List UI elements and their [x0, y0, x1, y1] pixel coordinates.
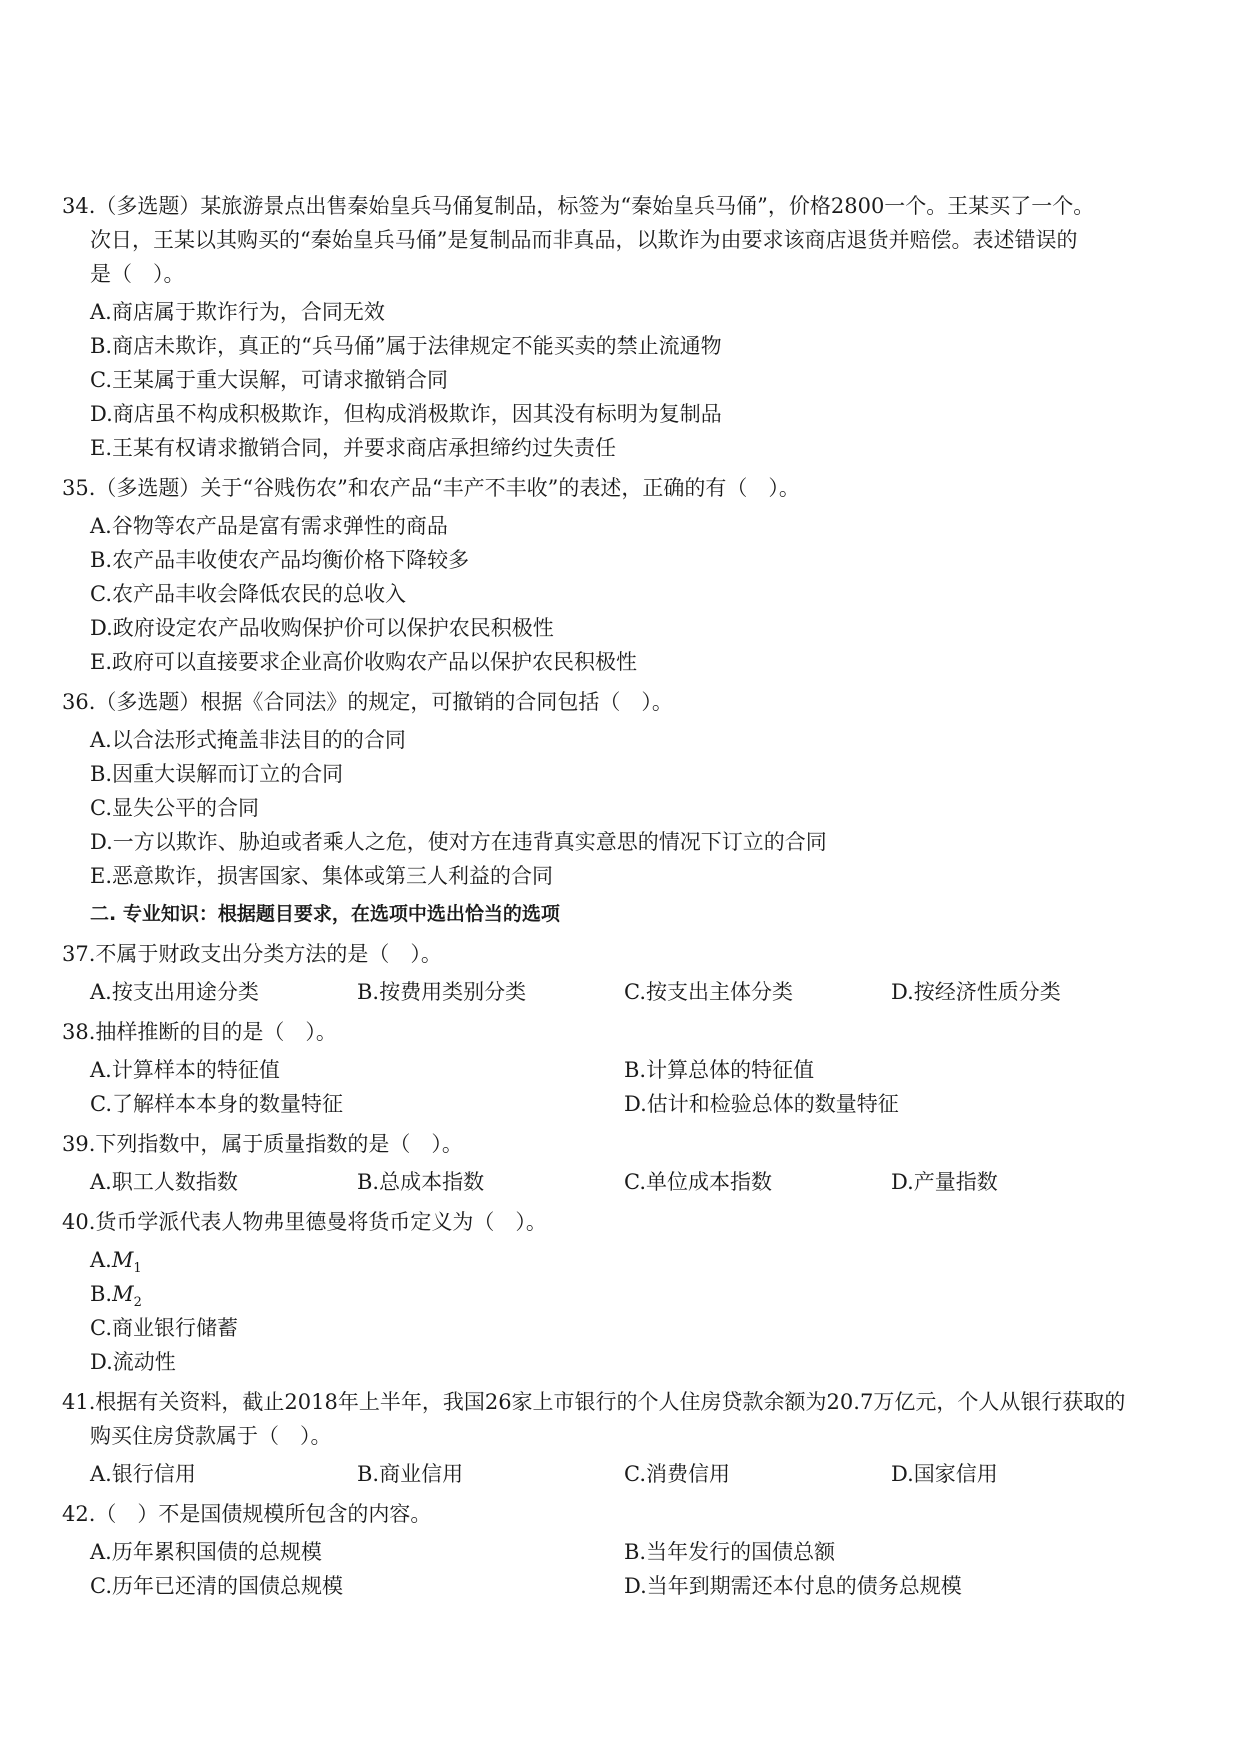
question-stem-line: 34.（多选题）某旅游景点出售秦始皇兵马俑复制品，标签为“秦始皇兵马俑”，价格2800一个。王某买了一个。 [62, 194, 1095, 218]
option-d: D.政府设定农产品收购保护价可以保护农民积极性 [90, 616, 554, 640]
question-41 [62, 1385, 1162, 1491]
option-b: B.因重大误解而订立的合同 [90, 762, 344, 786]
option-label: B. [90, 1282, 113, 1306]
math-symbol: M [112, 1282, 134, 1306]
option-a: A.历年累积国债的总规模 [90, 1540, 322, 1564]
question-stem-line: 41.根据有关资料，截止2018年上半年，我国26家上市银行的个人住房贷款余额为20.7万亿元，个人从银行获取的 [62, 1390, 1126, 1414]
option-label: A. [90, 1248, 112, 1272]
option-d: D.估计和检验总体的数量特征 [624, 1092, 899, 1116]
option-a: A.按支出用途分类 [90, 980, 259, 1004]
option-b: B.商业信用 [357, 1462, 464, 1486]
multi-choice-questions [62, 189, 1162, 893]
option-c: C.农产品丰收会降低农民的总收入 [90, 582, 406, 606]
option-a: A.商店属于欺诈行为，合同无效 [90, 300, 385, 324]
option-b: B.农产品丰收使农产品均衡价格下降较多 [90, 548, 470, 572]
option-b: B.商店未欺诈，真正的“兵马俑”属于法律规定不能买卖的禁止流通物 [90, 334, 722, 358]
option-c: C.单位成本指数 [624, 1170, 772, 1194]
question-stem: 37.不属于财政支出分类方法的是（ ）。 [62, 942, 442, 966]
option-b [62, 1277, 1162, 1311]
option-b: B.计算总体的特征值 [624, 1058, 815, 1082]
option-d: D.产量指数 [891, 1170, 998, 1194]
option-c: C.消费信用 [624, 1462, 730, 1486]
question-stem-line: 35.（多选题）关于“谷贱伤农”和农产品“丰产不丰收”的表述，正确的有（ ）。 [62, 476, 800, 500]
question-stem: 40.货币学派代表人物弗里德曼将货币定义为（ ）。 [62, 1210, 547, 1234]
option-c: C.按支出主体分类 [624, 980, 793, 1004]
question-stem: 42.（ ）不是国债规模所包含的内容。 [62, 1502, 432, 1526]
option-a: A.计算样本的特征值 [90, 1058, 280, 1082]
options [62, 975, 1162, 1009]
option-d: D.一方以欺诈、胁迫或者乘人之危，使对方在违背真实意思的情况下订立的合同 [90, 830, 827, 854]
question-36 [62, 685, 1162, 893]
question-stem: 39.下列指数中，属于质量指数的是（ ）。 [62, 1132, 463, 1156]
option-c: C.历年已还清的国债总规模 [90, 1574, 343, 1598]
option-d: D.流动性 [90, 1350, 176, 1374]
option-d: D.国家信用 [891, 1462, 998, 1486]
options [62, 1457, 1162, 1491]
options [62, 1165, 1162, 1199]
option-c: C.显失公平的合同 [90, 796, 259, 820]
question-stem-line: 是（ ）。 [90, 262, 185, 286]
question-42 [62, 1497, 1162, 1603]
option-c: C.王某属于重大误解，可请求撤销合同 [90, 368, 448, 392]
option-c: C.商业银行储蓄 [90, 1316, 238, 1340]
option-b: B.按费用类别分类 [357, 980, 527, 1004]
question-40 [62, 1205, 1162, 1379]
option-a: A.以合法形式掩盖非法目的的合同 [90, 728, 406, 752]
option-e: E.王某有权请求撤销合同，并要求商店承担缔约过失责任 [90, 436, 617, 460]
question-38 [62, 1015, 1162, 1121]
question-35 [62, 471, 1162, 679]
question-34 [62, 189, 1162, 465]
math-subscript: 2 [133, 1295, 142, 1311]
question-37 [62, 937, 1162, 1009]
math-subscript: 1 [133, 1261, 142, 1277]
options-row-1 [62, 1053, 1162, 1087]
option-a [62, 1243, 1162, 1277]
option-a: A.谷物等农产品是富有需求弹性的商品 [90, 514, 448, 538]
option-d: D.按经济性质分类 [891, 980, 1061, 1004]
options-row-1 [62, 1535, 1162, 1569]
option-e: E.恶意欺诈，损害国家、集体或第三人利益的合同 [90, 864, 554, 888]
question-stem-line: 次日，王某以其购买的“秦始皇兵马俑”是复制品而非真品，以欺诈为由要求该商店退货并赔偿。表述错误的 [90, 228, 1078, 252]
exam-page [62, 189, 1162, 1603]
option-b: B.当年发行的国债总额 [624, 1540, 836, 1564]
option-b: B.总成本指数 [357, 1170, 485, 1194]
option-d: D.商店虽不构成积极欺诈，但构成消极欺诈，因其没有标明为复制品 [90, 402, 722, 426]
option-d: D.当年到期需还本付息的债务总规模 [624, 1574, 962, 1598]
options-row-2 [62, 1569, 1162, 1603]
options-row-2 [62, 1087, 1162, 1121]
option-a: A.职工人数指数 [90, 1170, 238, 1194]
section-title: 二. 专业知识：根据题目要求，在选项中选出恰当的选项 [90, 903, 560, 925]
option-a: A.银行信用 [90, 1462, 196, 1486]
question-39 [62, 1127, 1162, 1199]
question-stem-line: 36.（多选题）根据《合同法》的规定，可撤销的合同包括（ ）。 [62, 690, 673, 714]
option-e: E.政府可以直接要求企业高价收购农产品以保护农民积极性 [90, 650, 638, 674]
question-stem: 38.抽样推断的目的是（ ）。 [62, 1020, 337, 1044]
question-stem-line: 购买住房贷款属于（ ）。 [90, 1424, 332, 1448]
option-c: C.了解样本本身的数量特征 [90, 1092, 343, 1116]
math-symbol: M [111, 1248, 134, 1272]
